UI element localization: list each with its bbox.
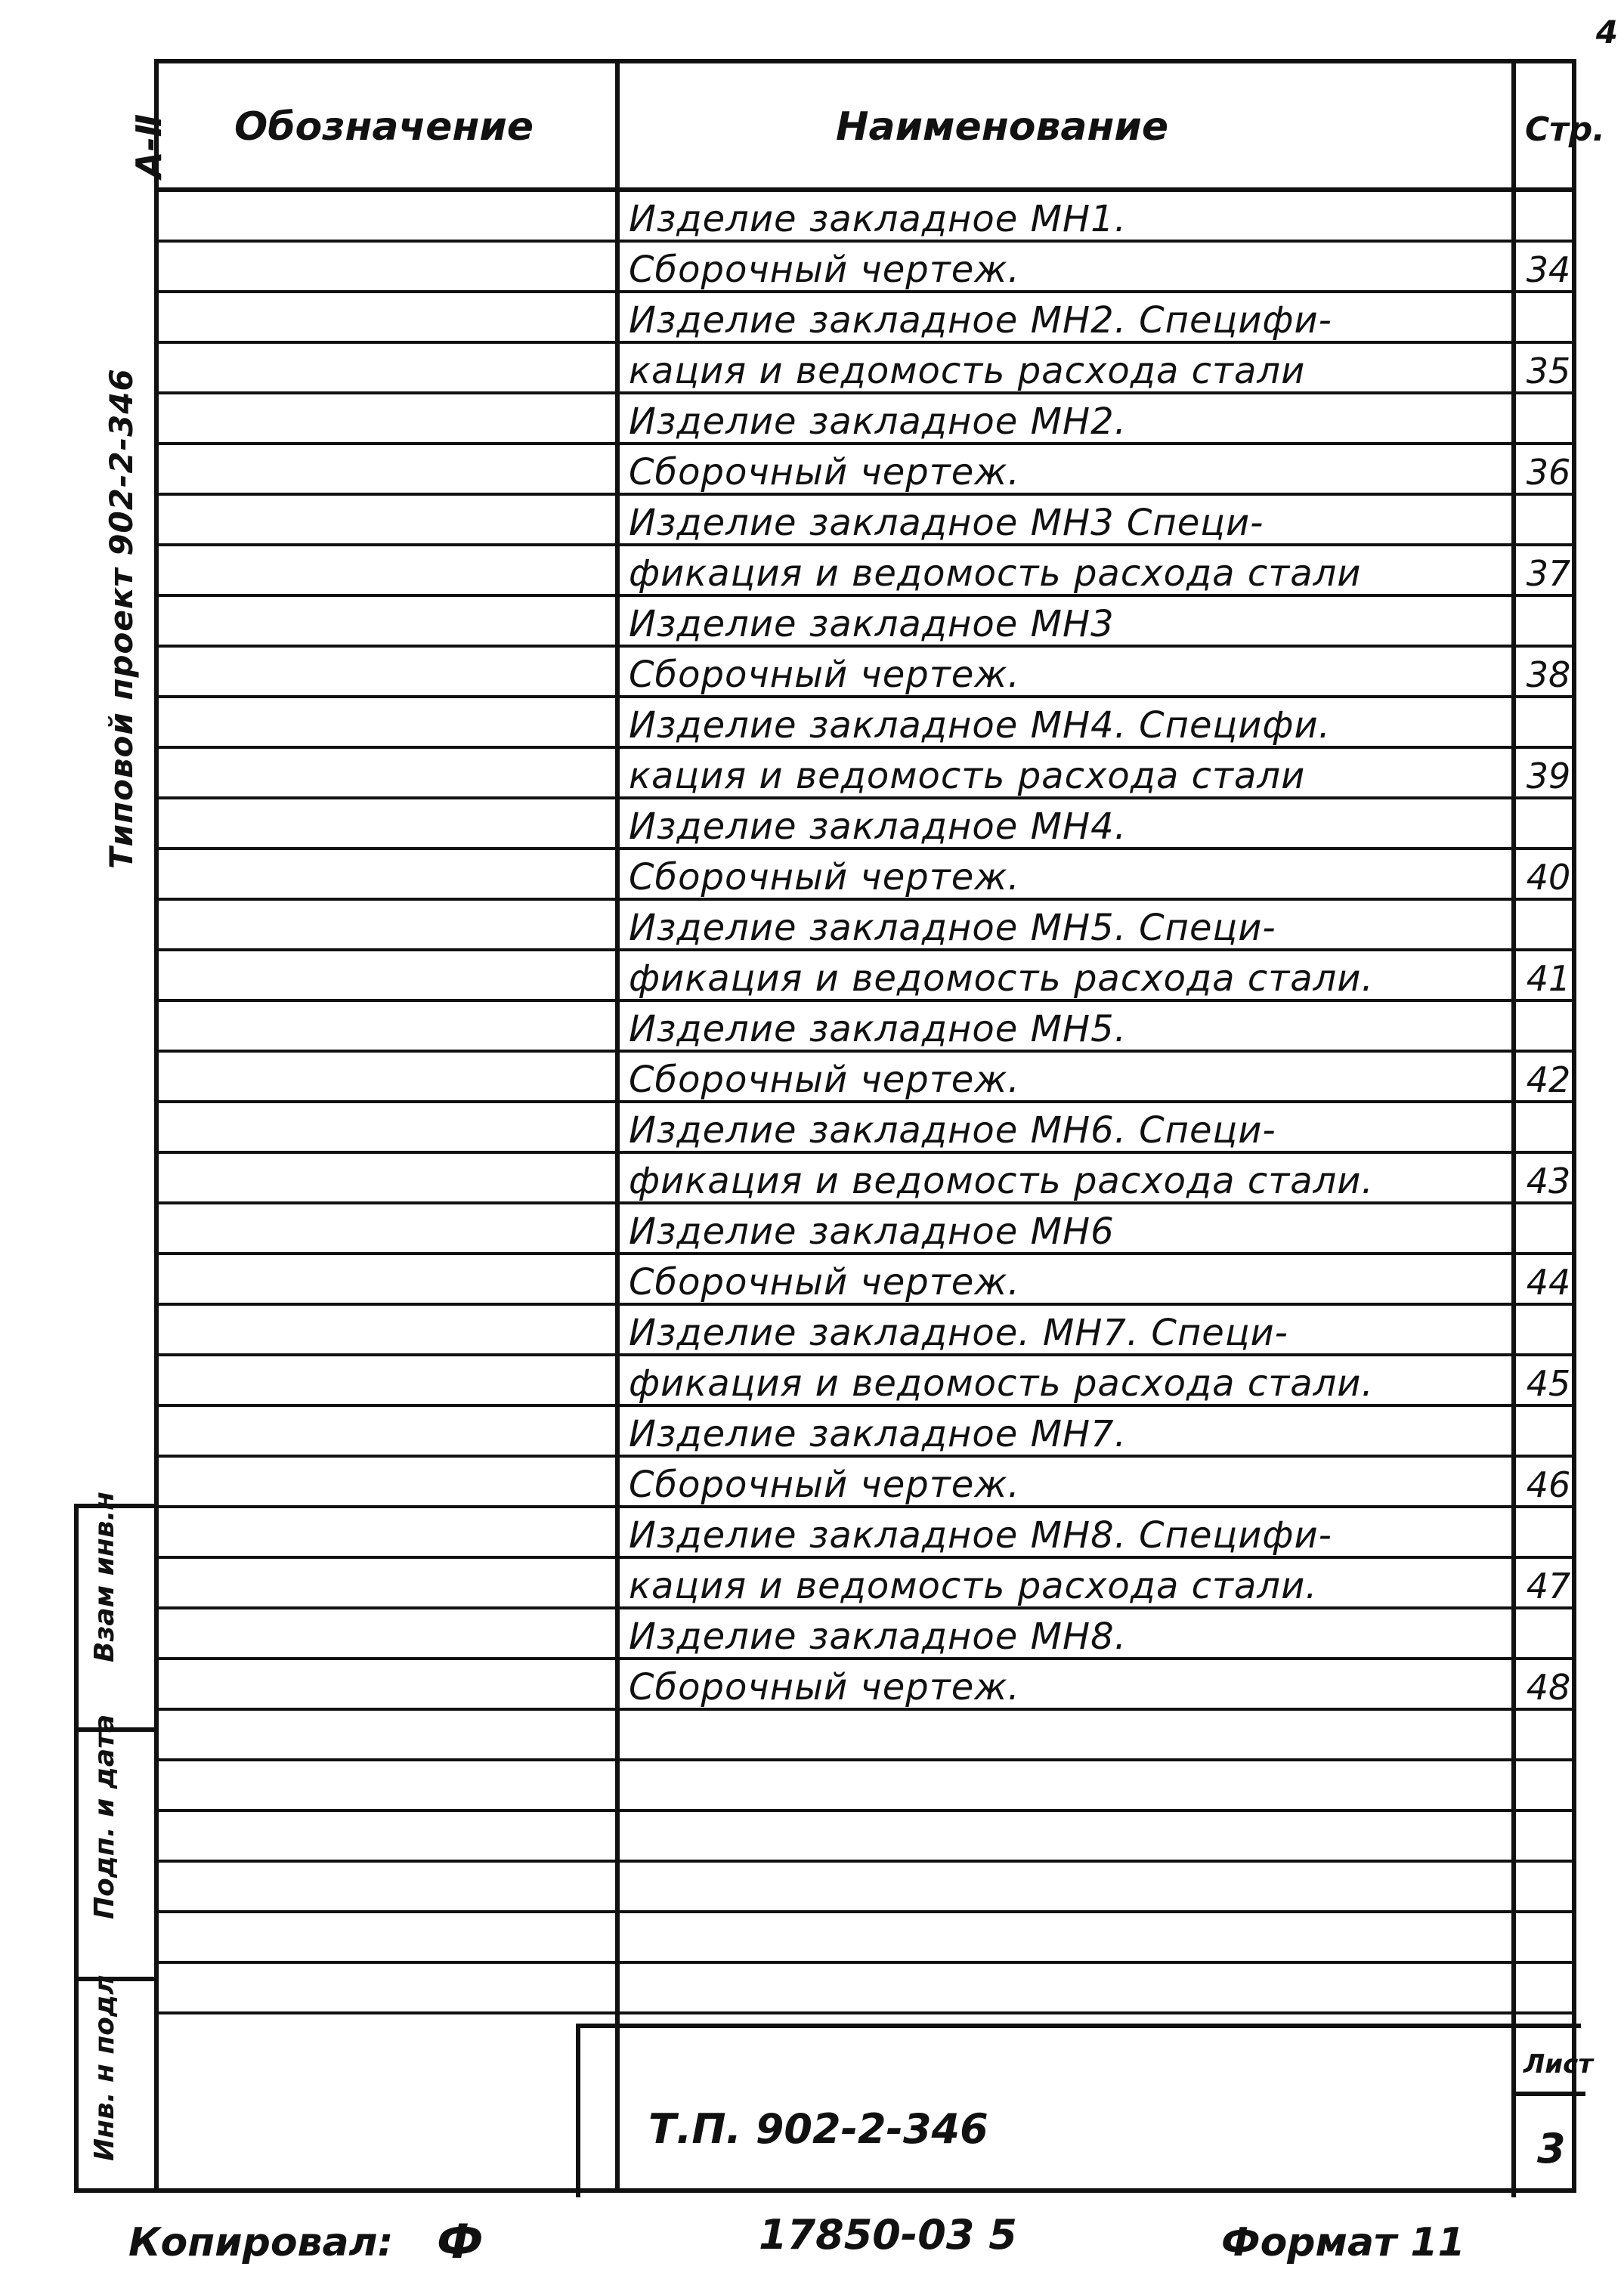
archive-number: 17850-03 5 bbox=[759, 2211, 1017, 2259]
table-row bbox=[159, 1761, 1572, 1812]
stamp-replacement-inventory: Взам инв.н bbox=[89, 1491, 120, 1662]
table-row bbox=[159, 1053, 1572, 1103]
stamp-inventory-original: Инв. н подл bbox=[89, 1974, 120, 2161]
row-name: Изделие закладное МН3 Специ- bbox=[629, 502, 1264, 544]
row-name: Сборочный чертеж. bbox=[629, 1666, 1020, 1708]
row-name: Изделие закладное МН8. bbox=[629, 1616, 1127, 1658]
left-project-title: Типовой проект 902-2-346 bbox=[103, 368, 140, 869]
row-page: 36 bbox=[1526, 452, 1571, 493]
table-row bbox=[159, 1356, 1572, 1407]
row-page: 48 bbox=[1526, 1667, 1571, 1708]
sheet-number: 3 bbox=[1537, 2125, 1566, 2172]
sheet-divider bbox=[1511, 2092, 1585, 2096]
row-page: 35 bbox=[1526, 351, 1571, 391]
table-row bbox=[159, 546, 1572, 597]
row-page: 45 bbox=[1526, 1363, 1571, 1404]
table-row bbox=[159, 1812, 1572, 1863]
header-name: Наименование bbox=[836, 104, 1169, 150]
row-name: кация и ведомость расхода стали bbox=[629, 755, 1306, 797]
document-code: Т.П. 902-2-346 bbox=[648, 2105, 988, 2153]
table-row bbox=[159, 1964, 1572, 2014]
table-row bbox=[159, 648, 1572, 698]
table-row bbox=[159, 1508, 1572, 1559]
row-name: Изделие закладное МН3 bbox=[629, 603, 1115, 645]
table-row bbox=[159, 1458, 1572, 1508]
stamp-signature-date: Подп. и дата bbox=[89, 1714, 120, 1919]
document-sheet bbox=[154, 59, 1606, 2193]
row-page: 38 bbox=[1526, 654, 1571, 695]
table-row bbox=[159, 496, 1572, 546]
row-page: 37 bbox=[1526, 553, 1571, 594]
table-row bbox=[159, 597, 1572, 648]
table-row bbox=[159, 344, 1572, 394]
title-block bbox=[576, 2024, 1593, 2197]
row-name: Изделие закладное МН6 bbox=[629, 1211, 1115, 1253]
table-row bbox=[159, 293, 1572, 344]
table-row bbox=[159, 1711, 1572, 1761]
row-name: фикация и ведомость расхода стали. bbox=[629, 1362, 1374, 1405]
row-name: Сборочный чертеж. bbox=[629, 249, 1020, 291]
row-name: Сборочный чертеж. bbox=[629, 1059, 1020, 1101]
row-name: Сборочный чертеж. bbox=[629, 856, 1020, 898]
table-row bbox=[159, 901, 1572, 951]
table-row bbox=[159, 1863, 1572, 1913]
table-row bbox=[159, 192, 1572, 243]
row-name: Изделие закладное МН6. Специ- bbox=[629, 1109, 1276, 1152]
row-name: фикация и ведомость расхода стали. bbox=[629, 957, 1374, 1000]
row-name: Изделие закладное МН2. bbox=[629, 400, 1127, 443]
row-name: Сборочный чертеж. bbox=[629, 1464, 1020, 1506]
row-name: Изделие закладное МН4. Специфи. bbox=[629, 704, 1331, 747]
table-row bbox=[159, 445, 1572, 496]
table-row bbox=[159, 799, 1572, 850]
table-row bbox=[159, 1154, 1572, 1204]
title-block-divider bbox=[1511, 2028, 1516, 2197]
table-row bbox=[159, 1103, 1572, 1154]
row-name: Изделие закладное МН7. bbox=[629, 1413, 1127, 1455]
row-name: Изделие закладное МН5. bbox=[629, 1008, 1127, 1050]
copied-signature-mark: Ф bbox=[437, 2214, 484, 2269]
table-row bbox=[159, 749, 1572, 799]
left-code-mark: А-Ⅱ bbox=[128, 114, 169, 178]
format-label: Формат 11 bbox=[1221, 2220, 1465, 2265]
row-name: Сборочный чертеж. bbox=[629, 451, 1020, 493]
row-name: Изделие закладное МН1. bbox=[629, 198, 1127, 240]
table-row bbox=[159, 243, 1572, 293]
row-name: фикация и ведомость расхода стали bbox=[629, 552, 1362, 595]
table-row bbox=[159, 1407, 1572, 1458]
row-page: 40 bbox=[1526, 857, 1571, 898]
row-name: кация и ведомость расхода стали bbox=[629, 350, 1306, 392]
table-row bbox=[159, 951, 1572, 1002]
row-name: Сборочный чертеж. bbox=[629, 1261, 1020, 1303]
table-row bbox=[159, 1660, 1572, 1711]
table-body bbox=[159, 192, 1572, 2089]
row-page: 43 bbox=[1526, 1161, 1571, 1201]
row-page: 47 bbox=[1526, 1566, 1571, 1606]
row-page: 44 bbox=[1526, 1262, 1571, 1303]
row-name: Изделие закладное МН2. Специфи- bbox=[629, 299, 1332, 342]
header-designation: Обозначение bbox=[234, 104, 534, 150]
row-name: Изделие закладное МН8. Специфи- bbox=[629, 1514, 1332, 1557]
row-page: 42 bbox=[1526, 1059, 1571, 1100]
table-row bbox=[159, 1306, 1572, 1356]
table-row bbox=[159, 1559, 1572, 1609]
corner-page-number: 4 bbox=[1595, 14, 1618, 51]
row-name: Сборочный чертеж. bbox=[629, 654, 1020, 696]
row-name: кация и ведомость расхода стали. bbox=[629, 1565, 1318, 1607]
row-page: 41 bbox=[1526, 958, 1571, 999]
row-page: 34 bbox=[1526, 249, 1571, 290]
table-row bbox=[159, 1002, 1572, 1053]
row-name: Изделие закладное. МН7. Специ- bbox=[629, 1312, 1288, 1354]
table-row bbox=[159, 1913, 1572, 1964]
header-page: Стр. bbox=[1525, 110, 1606, 149]
table-row bbox=[159, 1204, 1572, 1255]
row-name: Изделие закладное МН5. Специ- bbox=[629, 907, 1276, 949]
row-page: 46 bbox=[1526, 1464, 1571, 1505]
table-row bbox=[159, 698, 1572, 749]
row-name: фикация и ведомость расхода стали. bbox=[629, 1160, 1374, 1202]
copied-label: Копировал: bbox=[128, 2220, 394, 2265]
table-row bbox=[159, 850, 1572, 901]
row-name: Изделие закладное МН4. bbox=[629, 805, 1127, 848]
sheet-label: Лист bbox=[1523, 2049, 1593, 2079]
row-page: 39 bbox=[1526, 756, 1571, 796]
table-header bbox=[159, 63, 1606, 192]
table-row bbox=[159, 394, 1572, 445]
table-row bbox=[159, 1255, 1572, 1306]
table-row bbox=[159, 1609, 1572, 1660]
